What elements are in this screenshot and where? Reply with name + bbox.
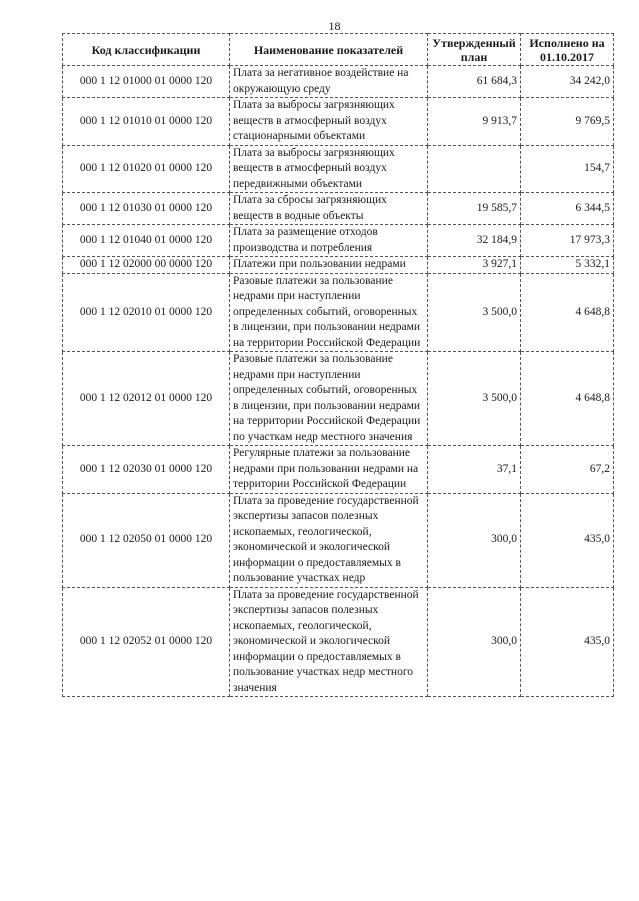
row-plan: 3 927,1 (428, 257, 521, 274)
table-row (63, 66, 614, 98)
table-header-row (63, 34, 614, 66)
row-done: 5 332,1 (521, 257, 614, 274)
row-code: 000 1 12 02050 01 0000 120 (63, 493, 230, 587)
row-name: Плата за сбросы загрязняющих веществ в водные объекты (230, 193, 428, 225)
row-name: Плата за проведение государственной экспертизы запасов полезных ископаемых, геологической, экономической и экологической информации о предоставляемых в пользование участках недр местного значения (230, 587, 428, 697)
row-name: Плата за выбросы загрязняющих веществ в атмосферный воздух передвижными объектами (230, 145, 428, 193)
table-row (63, 352, 614, 446)
page-number: 18 (328, 19, 341, 33)
row-plan: 3 500,0 (428, 273, 521, 352)
row-name: Разовые платежи за пользование недрами при наступлении определенных событий, оговоренных в лицензии, при пользовании недрами на территории Российской Федерации (230, 273, 428, 352)
row-name: Платежи при пользовании недрами (230, 257, 428, 274)
row-name: Регулярные платежи за пользование недрами при пользовании недрами на территории Российской Федерации (230, 446, 428, 494)
row-plan: 19 585,7 (428, 193, 521, 225)
row-plan: 3 500,0 (428, 352, 521, 446)
row-code: 000 1 12 02030 01 0000 120 (63, 446, 230, 494)
row-done: 6 344,5 (521, 193, 614, 225)
row-done: 154,7 (521, 145, 614, 193)
budget-table (62, 33, 614, 697)
row-plan (428, 145, 521, 193)
row-done: 4 648,8 (521, 273, 614, 352)
row-plan: 9 913,7 (428, 98, 521, 146)
row-done: 17 973,3 (521, 225, 614, 257)
row-name: Плата за размещение отходов производства и потребления (230, 225, 428, 257)
row-name: Разовые платежи за пользование недрами при наступлении определенных событий, оговоренных в лицензии, при пользовании недрами на территории Российской Федерации по участкам недр местного значения (230, 352, 428, 446)
table-row (63, 193, 614, 225)
header-plan: Утвержденный план (428, 34, 521, 66)
row-code: 000 1 12 01010 01 0000 120 (63, 98, 230, 146)
row-code: 000 1 12 01020 01 0000 120 (63, 145, 230, 193)
row-done: 67,2 (521, 446, 614, 494)
row-done: 435,0 (521, 587, 614, 697)
table-row (63, 493, 614, 587)
row-code: 000 1 12 01000 01 0000 120 (63, 66, 230, 98)
table-row (63, 446, 614, 494)
table-row (63, 587, 614, 697)
row-code: 000 1 12 02052 01 0000 120 (63, 587, 230, 697)
header-code: Код классификации (63, 34, 230, 66)
row-code: 000 1 12 02000 00 0000 120 (63, 257, 230, 274)
row-done: 34 242,0 (521, 66, 614, 98)
row-name: Плата за проведение государственной экспертизы запасов полезных ископаемых, геологической, экономической и экологической информации о предоставляемых в пользование участках недр (230, 493, 428, 587)
row-code: 000 1 12 02012 01 0000 120 (63, 352, 230, 446)
row-plan: 61 684,3 (428, 66, 521, 98)
row-name: Плата за выбросы загрязняющих веществ в атмосферный воздух стационарными объектами (230, 98, 428, 146)
row-code: 000 1 12 01030 01 0000 120 (63, 193, 230, 225)
table-row (63, 273, 614, 352)
row-done: 4 648,8 (521, 352, 614, 446)
row-plan: 300,0 (428, 493, 521, 587)
row-plan: 37,1 (428, 446, 521, 494)
row-code: 000 1 12 02010 01 0000 120 (63, 273, 230, 352)
row-plan: 300,0 (428, 587, 521, 697)
row-name: Плата за негативное воздействие на окружающую среду (230, 66, 428, 98)
row-done: 9 769,5 (521, 98, 614, 146)
table-row (63, 225, 614, 257)
row-done: 435,0 (521, 493, 614, 587)
row-plan: 32 184,9 (428, 225, 521, 257)
header-name: Наименование показателей (230, 34, 428, 66)
table-row (63, 257, 614, 274)
header-done: Исполнено на 01.10.2017 (521, 34, 614, 66)
table-row (63, 145, 614, 193)
row-code: 000 1 12 01040 01 0000 120 (63, 225, 230, 257)
table-row (63, 98, 614, 146)
